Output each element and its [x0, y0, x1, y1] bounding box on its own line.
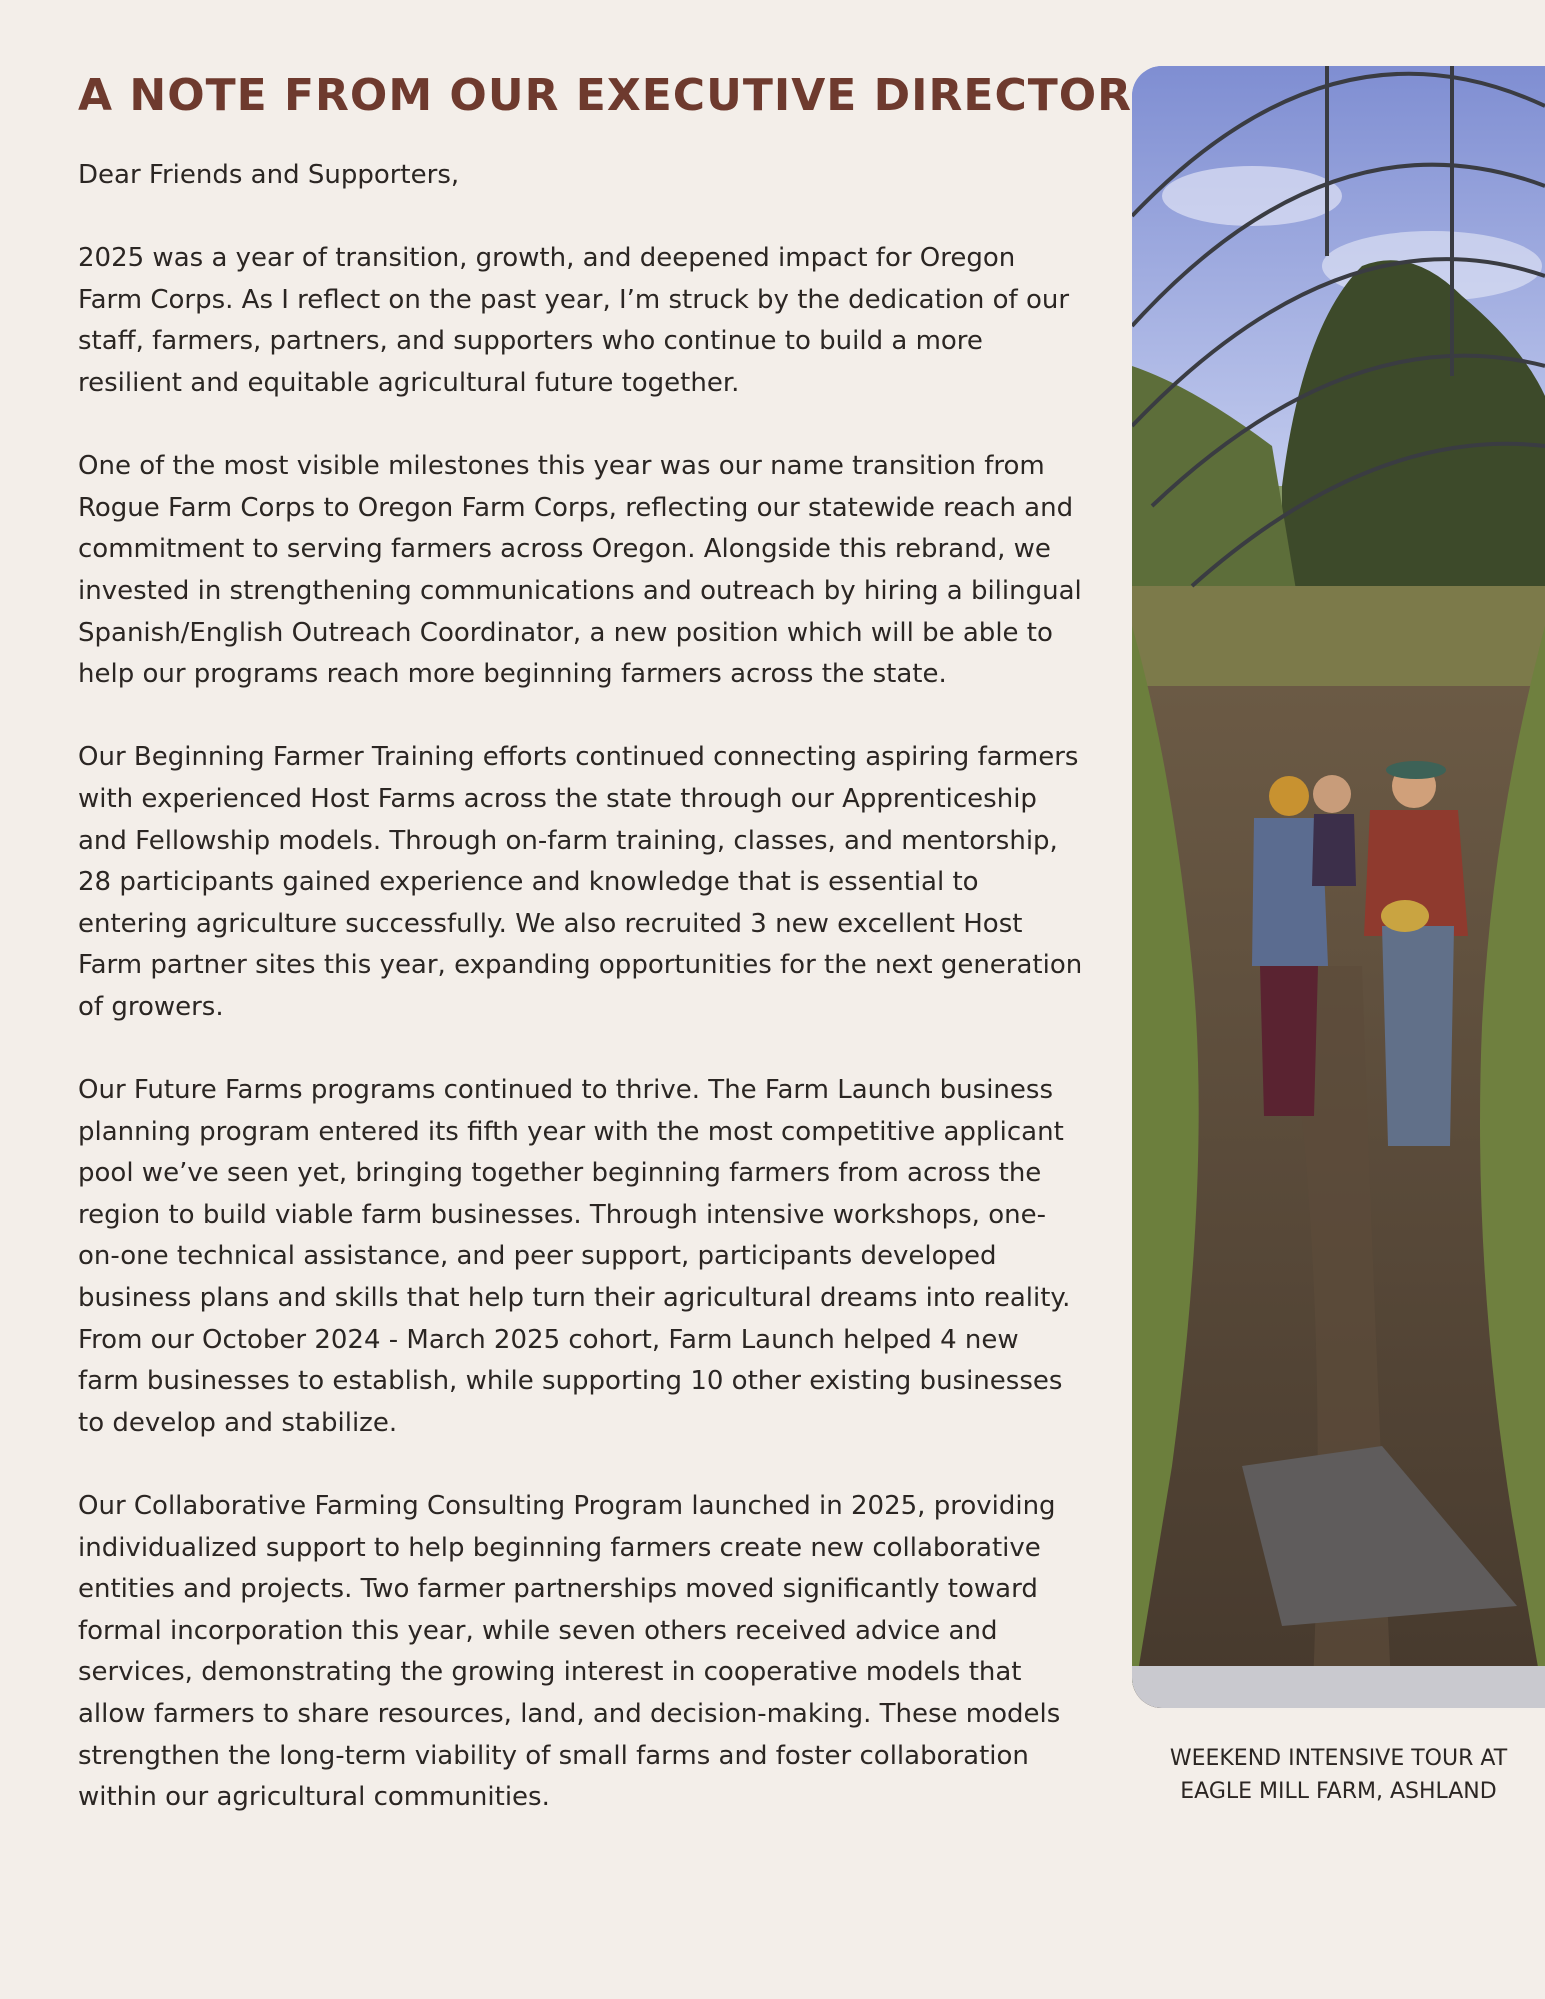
photo-caption: WEEKEND INTENSIVE TOUR AT EAGLE MILL FARM, ASHLAND: [1169, 1746, 1508, 1804]
paragraph-name-change: One of the most visible milestones this year was our name transition from Rogue Farm Corps to Oregon Farm Corps, reflecting our statewide reach and commitment to serving farmers across Oregon. Alongside this rebrand, we invested in strengthening communications and outreach by hiring a bilingual Spanish/English Outreach Coordinator, a new position which will be able to help our programs reach more beginning farmers across the state.: [78, 451, 1082, 690]
paragraph-collaborative-farming: Our Collaborative Farming Consulting Program launched in 2025, providing individualized support to help beginning farmers create new collaborative entities and projects. Two farmer partnerships moved significantly toward formal incorporation this year, while seven others received advice and services, demonstrating the growing interest in cooperative models that allow farmers to share resources, land, and decision-making. These models strengthen the long-term viability of small farms and foster collaboration within our agricultural communities.: [78, 1491, 1061, 1813]
letter-body: [78, 155, 1083, 1819]
paragraph-beginning-farmer-training: Our Beginning Farmer Training efforts continued connecting aspiring farmers with experienced Host Farms across the state through our Apprenticeship and Fellowship models. Through on-farm training, classes, and mentorship, 28 participants gained experience and knowledge that is essential to entering agriculture successfully. We also recruited 3 new excellent Host Farm partner sites this year, expanding opportunities for the next generation of growers.: [78, 742, 1083, 1022]
farm-tour-photo: [1132, 66, 1545, 1708]
paragraph-future-farms: Our Future Farms programs continued to thrive. The Farm Launch business planning program entered its fifth year with the most competitive applicant pool we’ve seen yet, bringing together beginning farmers from across the region to build viable farm businesses. Through intensive workshops, one-on-one technical assistance, and peer support, participants developed business plans and skills that help turn their agricultural dreams into reality. From our October 2024 - March 2025 cohort, Farm Launch helped 4 new farm businesses to establish, while supporting 10 other existing businesses to develop and stabilize.: [78, 1075, 1071, 1438]
page-title: A NOTE FROM OUR EXECUTIVE DIRECTOR: [78, 70, 1133, 121]
farm-tour-illustration: [1132, 66, 1545, 1708]
paragraph-transition: 2025 was a year of transition, growth, and deepened impact for Oregon Farm Corps. As I reflect on the past year, I’m struck by the dedication of our staff, farmers, partners, and supporters who continue to build a more resilient and equitable agricultural future together.: [78, 243, 1070, 398]
salutation: Dear Friends and Supporters,: [78, 160, 460, 190]
